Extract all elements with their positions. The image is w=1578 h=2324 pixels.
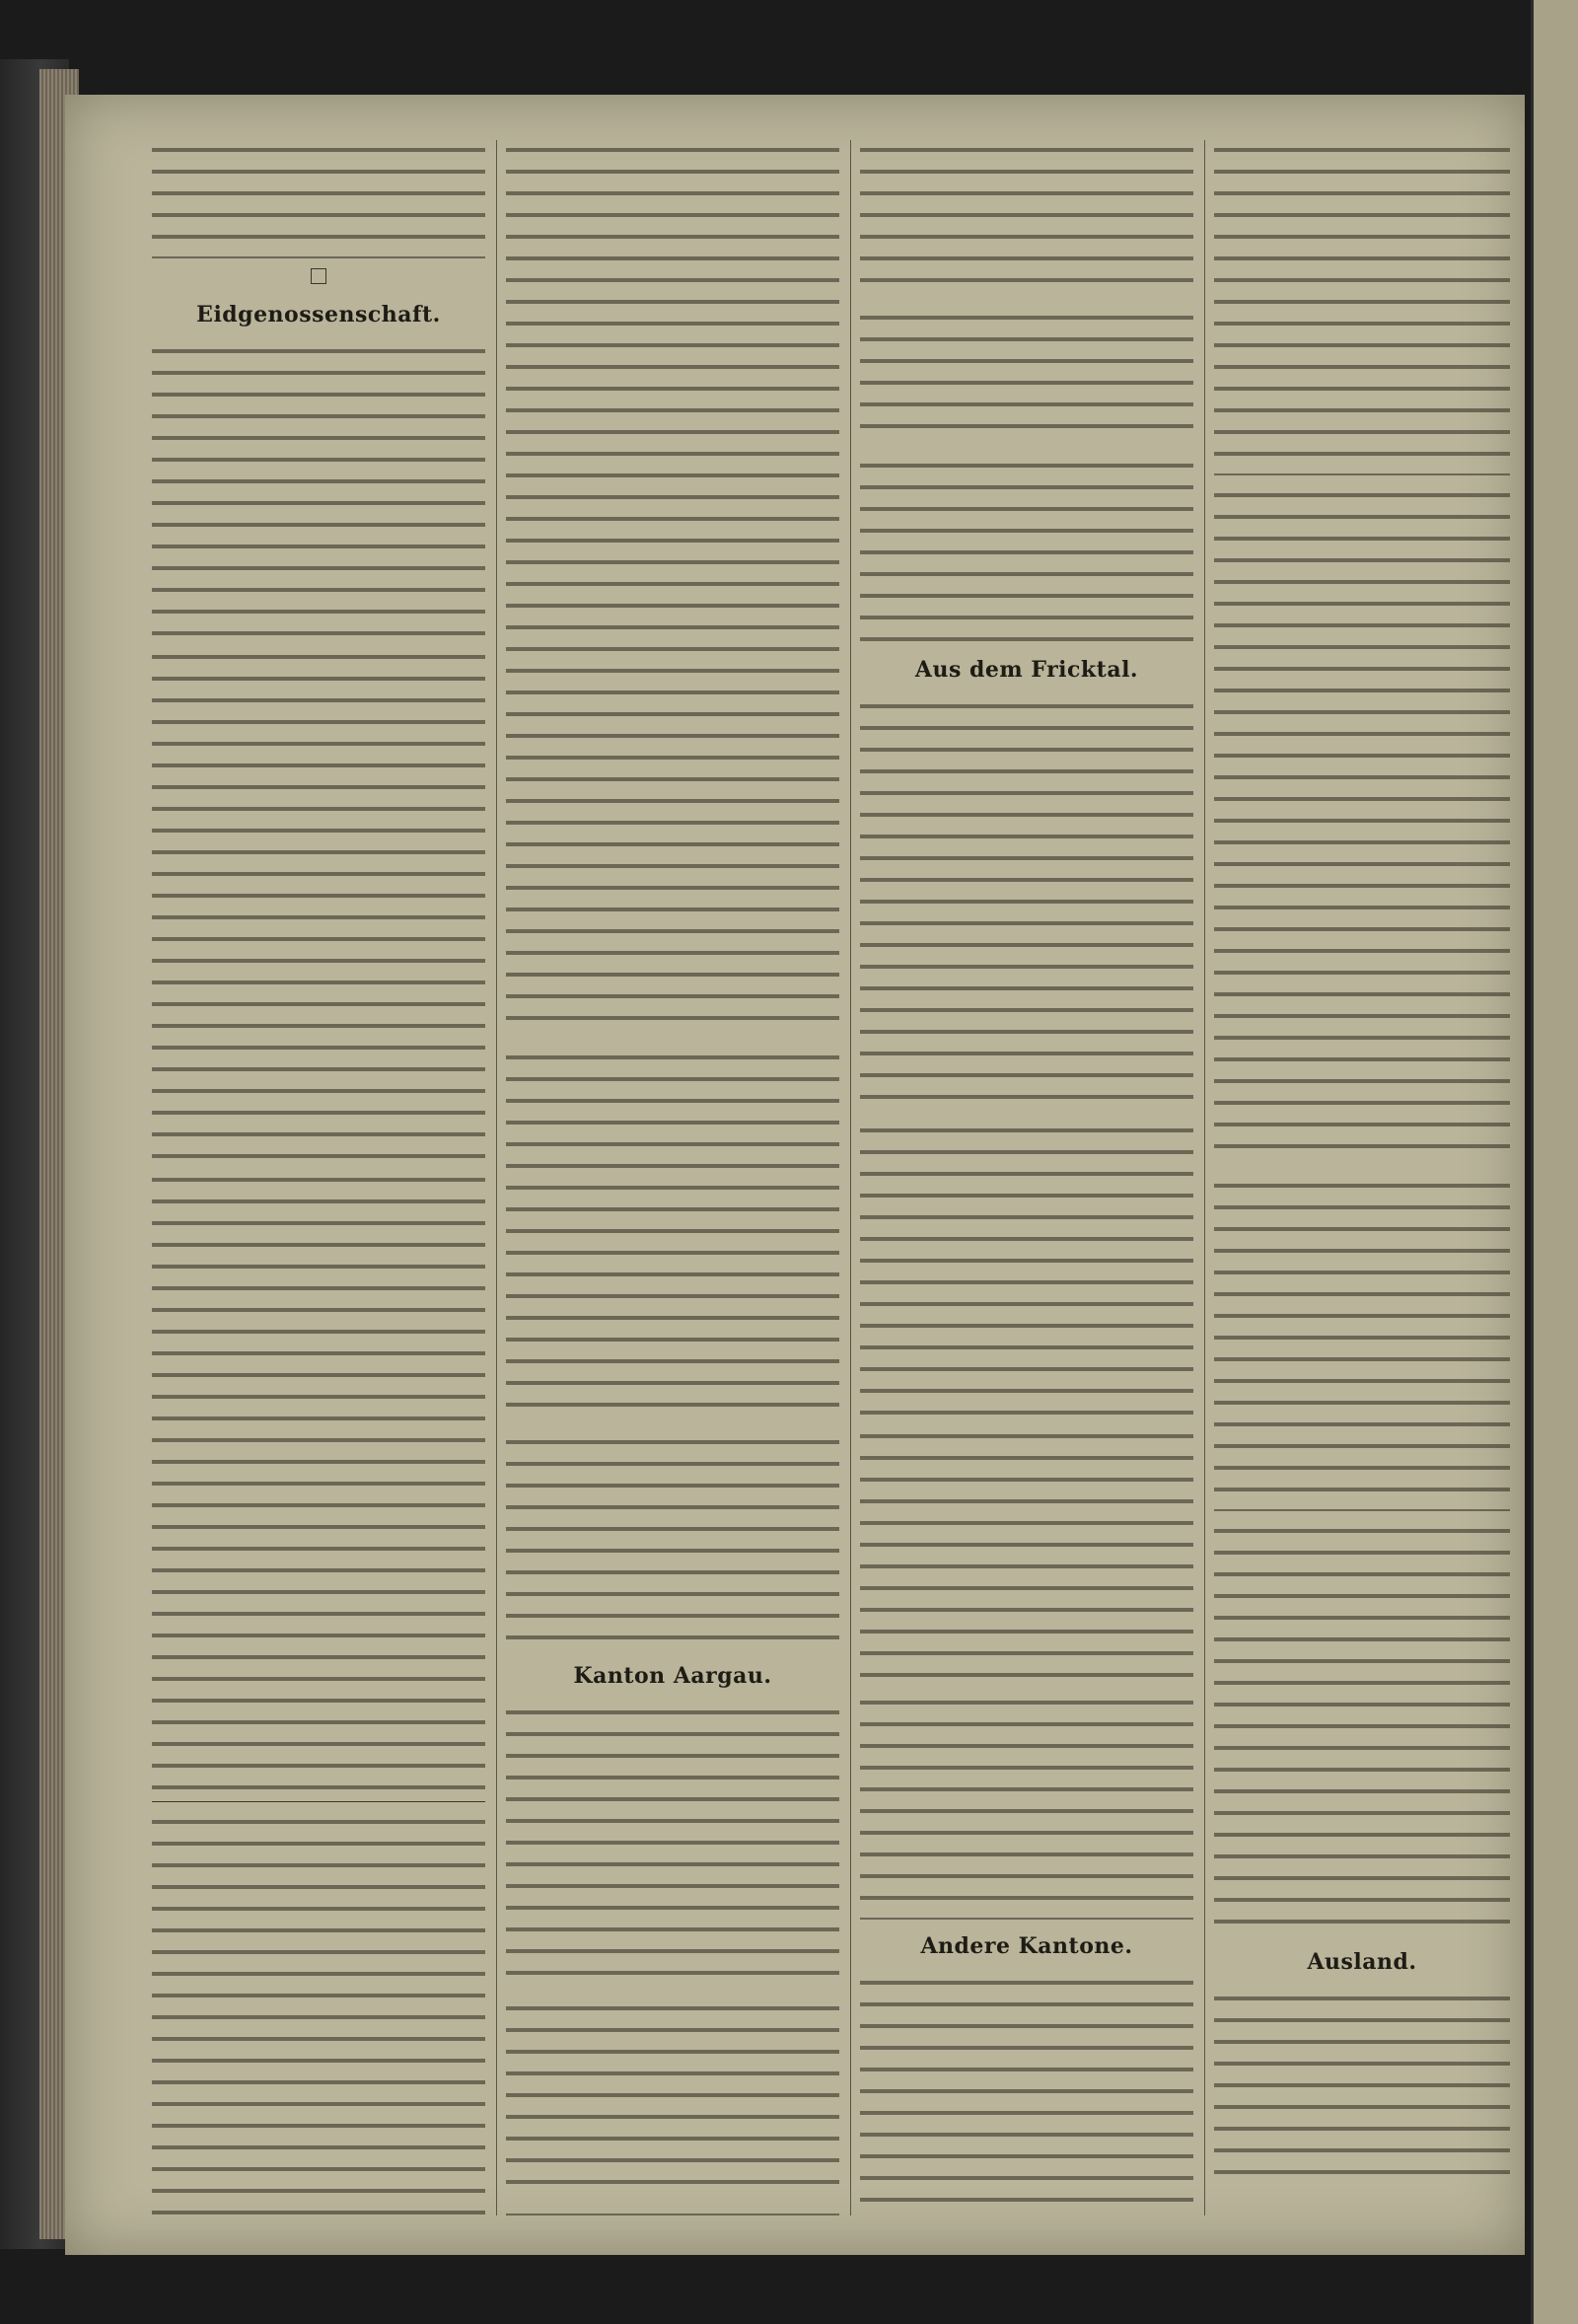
section-heading: Kanton Aargau.	[573, 1663, 772, 1689]
text-block	[860, 308, 1193, 446]
text-block	[152, 1812, 485, 2215]
text-block	[152, 1170, 485, 1486]
text-block	[860, 140, 1193, 298]
adjacent-page-edge	[1531, 0, 1578, 2324]
rule	[152, 1801, 485, 1802]
section-heading: Ausland.	[1307, 1949, 1417, 1975]
text-block	[860, 1973, 1193, 2215]
column-2	[506, 140, 839, 2215]
text-block	[152, 140, 485, 258]
section-heading: Aus dem Fricktal.	[914, 657, 1139, 683]
column-rule	[1204, 140, 1205, 2215]
column-rule	[850, 140, 851, 2215]
ornament-divider	[152, 268, 485, 288]
text-block	[1214, 1521, 1510, 1935]
text-block	[860, 1121, 1193, 1416]
text-block	[860, 1426, 1193, 1683]
text-block	[506, 1432, 839, 1649]
text-block	[1214, 1176, 1510, 1511]
text-block	[152, 647, 485, 1160]
text-block	[506, 1703, 839, 1989]
column-rule	[496, 140, 497, 2215]
text-block	[860, 1693, 1193, 1920]
column-4	[1214, 140, 1510, 2215]
section-heading: Andere Kantone.	[920, 1933, 1133, 1959]
text-block	[1214, 1989, 1510, 2186]
newspaper-page	[65, 95, 1525, 2255]
text-block	[860, 456, 1193, 643]
text-block	[152, 341, 485, 637]
column-1	[152, 140, 485, 2215]
text-block	[152, 1495, 485, 1791]
text-block	[1214, 140, 1510, 475]
text-block	[506, 2206, 839, 2215]
section-heading: Eidgenossenschaft.	[196, 302, 441, 327]
text-block	[506, 466, 839, 1038]
text-block	[860, 696, 1193, 1111]
text-block	[506, 1048, 839, 1422]
text-block	[1214, 485, 1510, 801]
text-block	[506, 1998, 839, 2196]
text-block	[506, 140, 839, 456]
column-3	[860, 140, 1193, 2215]
text-block	[1214, 811, 1510, 1166]
